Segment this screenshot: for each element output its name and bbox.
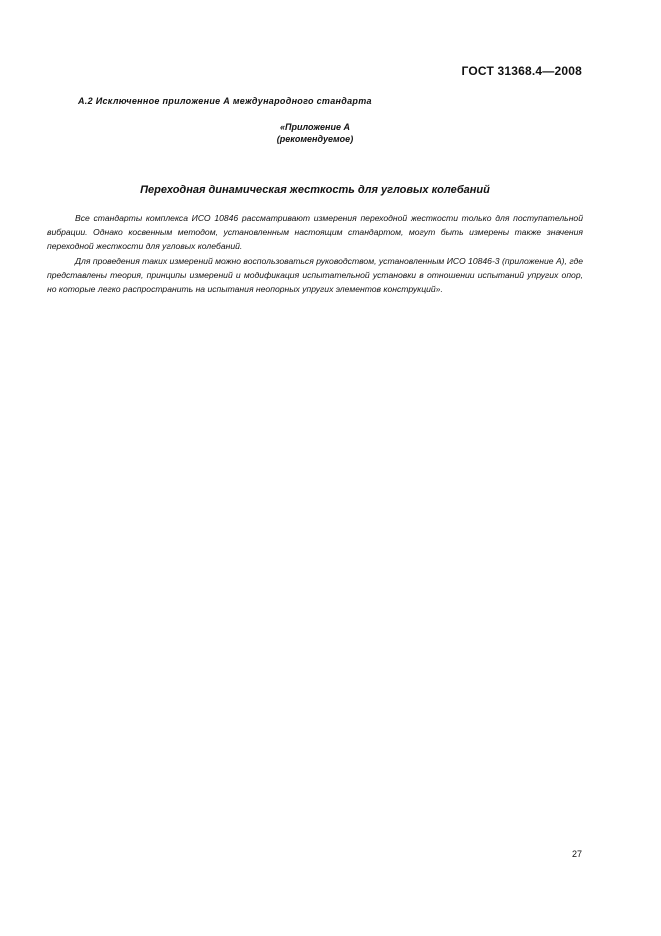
- annex-caption: [0, 121, 630, 145]
- body-paragraph: Для проведения таких измерений можно воспользоваться руководством, установленным ИСО 10846-3 (приложение А), где представлены теория, принципы измерений и модификация испытательной установки в отношении испытаний упругих опор, но которые легко распространить на испытания неопорных упругих элементов конструкций».: [47, 255, 583, 295]
- body-paragraph: Все стандарты комплекса ИСО 10846 рассматривают измерения переходной жесткости только для поступательной вибрации. Однако косвенным методом, установленным настоящим стандартом, могут быть измерены также значения переходной жесткости для угловых колебаний.: [47, 213, 583, 252]
- page-number: 27: [571, 849, 582, 859]
- annex-status: (рекомендуемое): [276, 134, 354, 144]
- document-number: ГОСТ 31368.4—2008: [461, 64, 582, 78]
- body-text: [47, 211, 583, 296]
- section-heading: А.2 Исключенное приложение А международного стандарта: [78, 96, 372, 106]
- annex-label: «Приложение А: [280, 122, 350, 132]
- annex-title: Переходная динамическая жесткость для угловых колебаний: [140, 184, 490, 196]
